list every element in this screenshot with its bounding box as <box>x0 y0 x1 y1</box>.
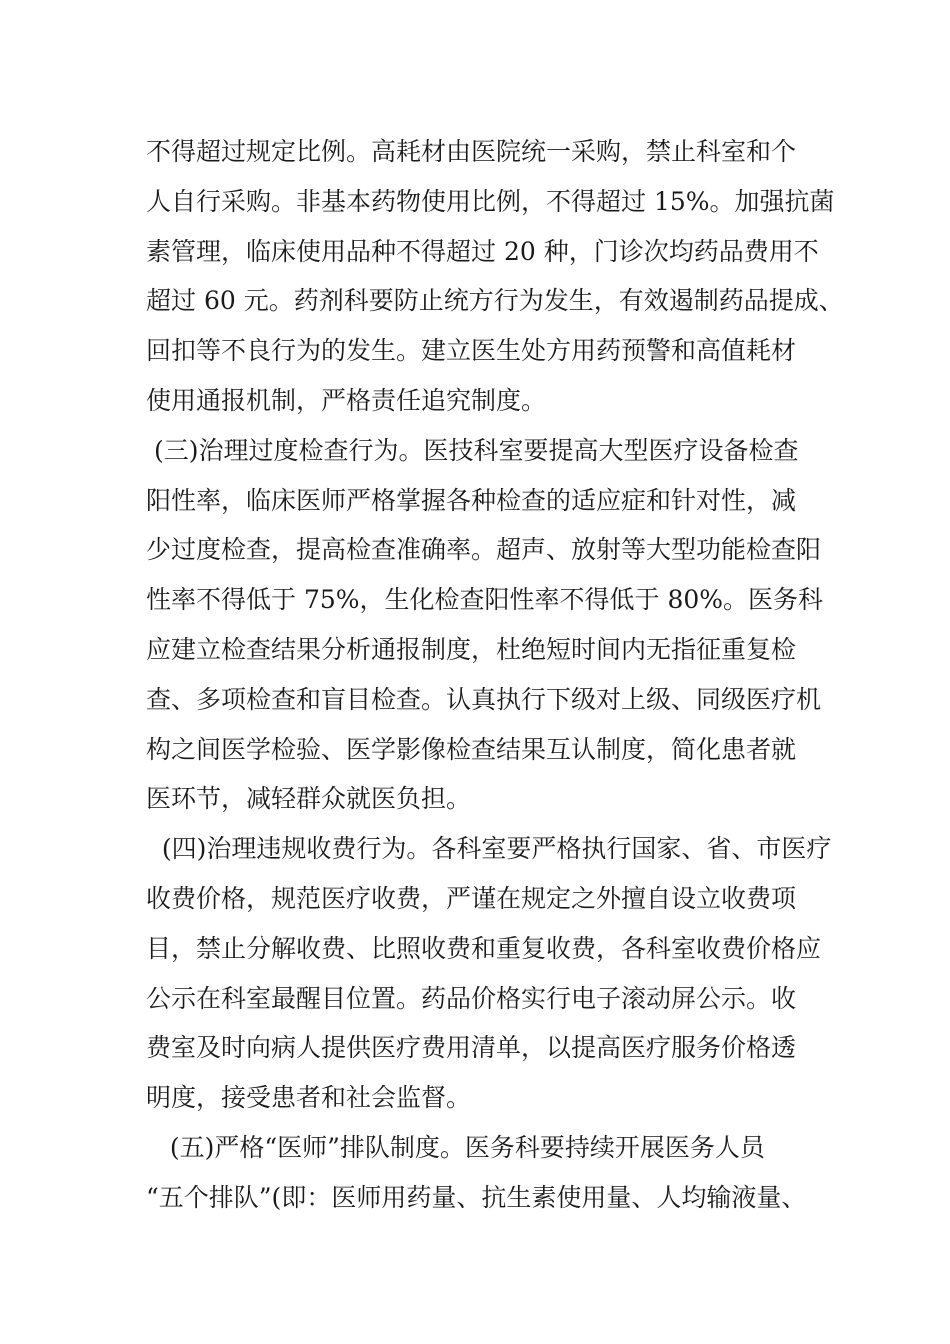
text-line: 素管理，临床使用品种不得超过 20 种，门诊次均药品费用不 <box>146 236 819 266</box>
text-line: 性率不得低于 75%，生化检查阳性率不得低于 80%。医务科 <box>146 585 824 615</box>
section-heading-line: (三)治理过度检查行为。医技科室要提高大型医疗设备检查 <box>146 435 799 465</box>
text-line: 明度，接受患者和社会监督。 <box>146 1083 472 1113</box>
text-line: 使用通报机制，严格责任追究制度。 <box>146 385 547 415</box>
section-heading-line: (五)严格“医师”排队制度。医务科要持续开展医务人员 <box>146 1132 765 1162</box>
text-line: “五个排队”(即：医师用药量、抗生素使用量、人均输液量、 <box>146 1182 807 1212</box>
text-line: 少过度检查，提高检查准确率。超声、放射等大型功能检查阳 <box>146 535 822 565</box>
text-line: 超过 60 元。药剂科要防止统方行为发生，有效遏制药品提成、 <box>146 286 844 316</box>
text-line: 费室及时向病人提供医疗费用清单，以提高医疗服务价格透 <box>146 1033 797 1063</box>
text-line: 人自行采购。非基本药物使用比例，不得超过 15%。加强抗菌 <box>146 186 835 216</box>
section-heading-line: (四)治理违规收费行为。各科室要严格执行国家、省、市医疗 <box>146 834 832 864</box>
text-line: 应建立检查结果分析通报制度，杜绝短时间内无指征重复检 <box>146 634 797 664</box>
body-text <box>146 127 846 1223</box>
text-line: 不得超过规定比例。高耗材由医院统一采购，禁止科室和个 <box>146 137 797 166</box>
text-line: 目，禁止分解收费、比照收费和重复收费，各科室收费价格应 <box>146 933 822 963</box>
text-line: 阳性率，临床医师严格掌握各种检查的适应症和针对性，减 <box>146 485 797 515</box>
text-line: 构之间医学检验、医学影像检查结果互认制度，简化患者就 <box>146 734 797 764</box>
text-line: 收费价格，规范医疗收费，严谨在规定之外擅自设立收费项 <box>146 883 797 913</box>
text-line: 查、多项检查和盲目检查。认真执行下级对上级、同级医疗机 <box>146 684 822 714</box>
text-line: 公示在科室最醒目位置。药品价格实行电子滚动屏公示。收 <box>146 983 797 1013</box>
text-line: 医环节，减轻群众就医负担。 <box>146 784 472 814</box>
text-line: 回扣等不良行为的发生。建立医生处方用药预警和高值耗材 <box>146 336 797 366</box>
